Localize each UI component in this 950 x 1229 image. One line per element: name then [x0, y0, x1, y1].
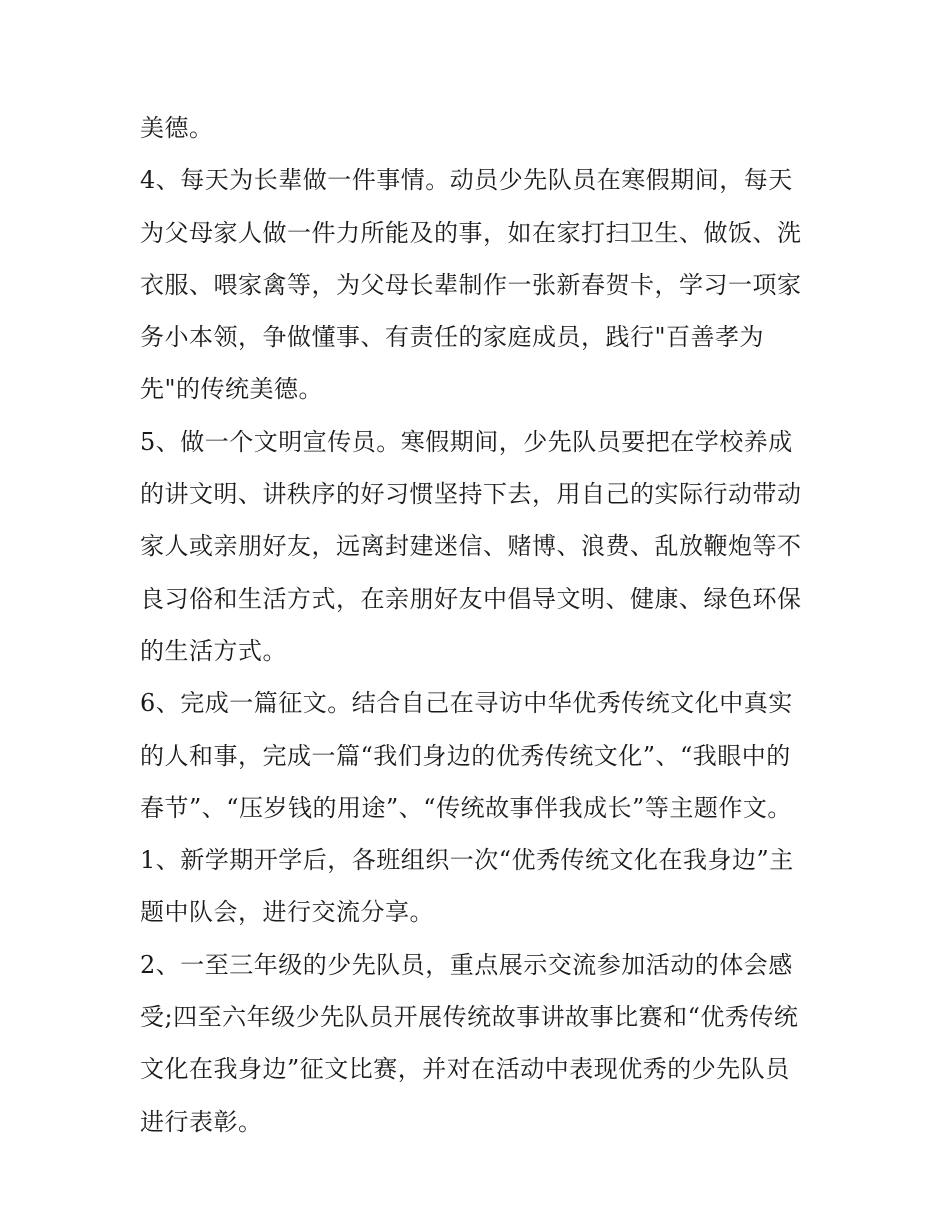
- text-line: 4、每天为长辈做一件事情。动员少先队员在寒假期间，每天: [140, 166, 793, 195]
- text-line: 美德。: [140, 114, 214, 142]
- text-line: 2、一至三年级的少先队员，重点展示交流参加活动的体会感: [140, 950, 793, 979]
- text-line: 的生活方式。: [140, 636, 287, 665]
- document-body: [140, 108, 830, 1154]
- text-line: 的人和事，完成一篇“我们身边的优秀传统文化”、“我眼中的: [140, 741, 791, 770]
- text-line: 为父母家人做一件力所能及的事，如在家打扫卫生、做饭、洗: [140, 218, 802, 247]
- text-line: 5、做一个文明宣传员。寒假期间，少先队员要把在学校养成: [140, 427, 793, 456]
- text-line: 进行表彰。: [140, 1107, 263, 1136]
- text-line: 文化在我身边”征文比赛，并对在活动中表现优秀的少先队员: [140, 1055, 790, 1084]
- text-line: 题中队会，进行交流分享。: [140, 898, 434, 927]
- text-line: 受;四至六年级少先队员开展传统故事讲故事比赛和“优秀传统: [140, 1003, 799, 1032]
- text-line: 先"的传统美德。: [140, 375, 324, 404]
- text-line: 家人或亲朋好友，远离封建迷信、赌博、浪费、乱放鞭炮等不: [140, 532, 802, 561]
- text-line: 务小本领，争做懂事、有责任的家庭成员，践行"百善孝为: [140, 323, 765, 352]
- text-line: 衣服、喂家禽等，为父母长辈制作一张新春贺卡，学习一项家: [140, 270, 802, 299]
- text-line: 良习俗和生活方式，在亲朋好友中倡导文明、健康、绿色环保: [140, 584, 802, 613]
- text-line: 的讲文明、讲秩序的好习惯坚持下去，用自己的实际行动带动: [140, 480, 802, 509]
- text-line: 6、完成一篇征文。结合自己在寻访中华优秀传统文化中真实: [140, 689, 793, 718]
- text-line: 春节”、“压岁钱的用途”、“传统故事伴我成长”等主题作文。: [140, 793, 792, 822]
- text-line: 1、新学期开学后，各班组织一次“优秀传统文化在我身边”主: [140, 846, 794, 875]
